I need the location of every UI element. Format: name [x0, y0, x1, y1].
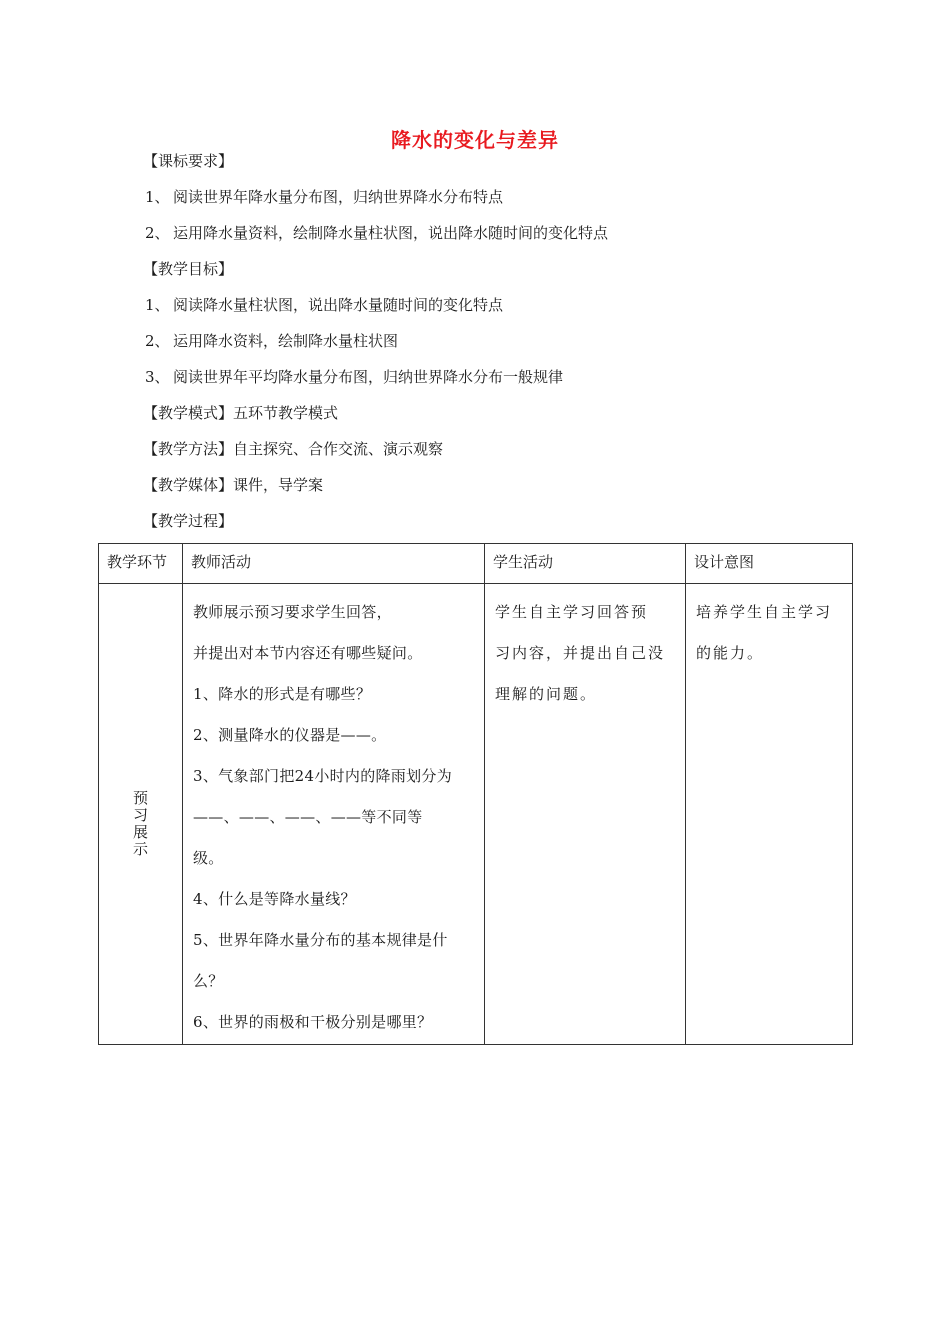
- intent-line: 培养学生自主学习: [696, 603, 833, 621]
- item-number: 1、: [145, 296, 170, 314]
- teacher-line: 1、降水的形式是有哪些？: [193, 685, 372, 703]
- header-intent: 设计意图: [694, 553, 755, 571]
- student-line: 习内容，并提出自己没: [495, 644, 666, 662]
- item-text: 阅读世界年降水量分布图，归纳世界降水分布特点: [173, 188, 504, 206]
- header-stage: 教学环节: [107, 553, 168, 571]
- student-line: 学生自主学习回答预: [495, 603, 649, 621]
- process-heading: 【教学过程】: [143, 512, 234, 530]
- teaching-method-value: 自主探究、合作交流、演示观察: [233, 440, 444, 458]
- item-number: 2、: [145, 224, 170, 242]
- item-number: 2、: [145, 332, 170, 350]
- item-number: 3、: [145, 368, 170, 386]
- curriculum-item: [145, 187, 503, 207]
- teaching-media-value: 课件，导学案: [233, 476, 324, 494]
- teacher-line: ——、——、——、——等不同等: [193, 808, 423, 826]
- lesson-process-table: [98, 543, 853, 1045]
- header-cell: [686, 544, 853, 584]
- teacher-line: 2、测量降水的仪器是——。: [193, 726, 387, 744]
- header-cell: [485, 544, 686, 584]
- header-teacher: 教师活动: [191, 553, 252, 571]
- curriculum-heading: 【课标要求】: [143, 152, 234, 170]
- stage-label: 预习展示: [132, 789, 148, 858]
- teacher-line: 6、世界的雨极和干极分别是哪里？: [193, 1013, 433, 1031]
- teaching-mode: [143, 403, 338, 423]
- goals-heading: 【教学目标】: [143, 260, 234, 278]
- item-text: 运用降水资料，绘制降水量柱状图: [173, 332, 399, 350]
- teacher-line: 4、什么是等降水量线？: [193, 890, 356, 908]
- teaching-method-label: 【教学方法】: [143, 440, 234, 458]
- design-intent-cell: [686, 584, 853, 1045]
- teaching-mode-value: 五环节教学模式: [233, 404, 339, 422]
- student-activity-cell: [485, 584, 686, 1045]
- student-line: 理解的问题。: [495, 685, 598, 703]
- header-cell: [99, 544, 183, 584]
- teacher-activity-cell: [183, 584, 485, 1045]
- goal-item: [145, 331, 398, 351]
- teaching-method: [143, 439, 443, 459]
- header-student: 学生活动: [493, 553, 554, 571]
- teacher-line: 5、世界年降水量分布的基本规律是什: [193, 931, 448, 949]
- teacher-line: 级。: [193, 849, 224, 867]
- item-text: 运用降水量资料，绘制降水量柱状图，说出降水随时间的变化特点: [173, 224, 609, 242]
- header-cell: [183, 544, 485, 584]
- teacher-line: 教师展示预习要求学生回答，: [193, 603, 392, 621]
- curriculum-item: [145, 223, 608, 243]
- teaching-mode-label: 【教学模式】: [143, 404, 234, 422]
- teaching-media: [143, 475, 323, 495]
- table-row: [99, 584, 853, 1045]
- table-header-row: [99, 544, 853, 584]
- stage-cell: [99, 584, 183, 1045]
- document-title: 降水的变化与差异: [391, 128, 559, 152]
- goal-item: [145, 295, 503, 315]
- intent-line: 的能力。: [696, 644, 765, 662]
- goal-item: [145, 367, 563, 387]
- item-text: 阅读世界年平均降水量分布图，归纳世界降水分布一般规律: [173, 368, 564, 386]
- teacher-line: 么？: [193, 972, 224, 990]
- teacher-line: 3、气象部门把24小时内的降雨划分为: [193, 767, 453, 785]
- teaching-media-label: 【教学媒体】: [143, 476, 234, 494]
- teacher-line: 并提出对本节内容还有哪些疑问。: [193, 644, 423, 662]
- item-text: 阅读降水量柱状图，说出降水量随时间的变化特点: [173, 296, 504, 314]
- item-number: 1、: [145, 188, 170, 206]
